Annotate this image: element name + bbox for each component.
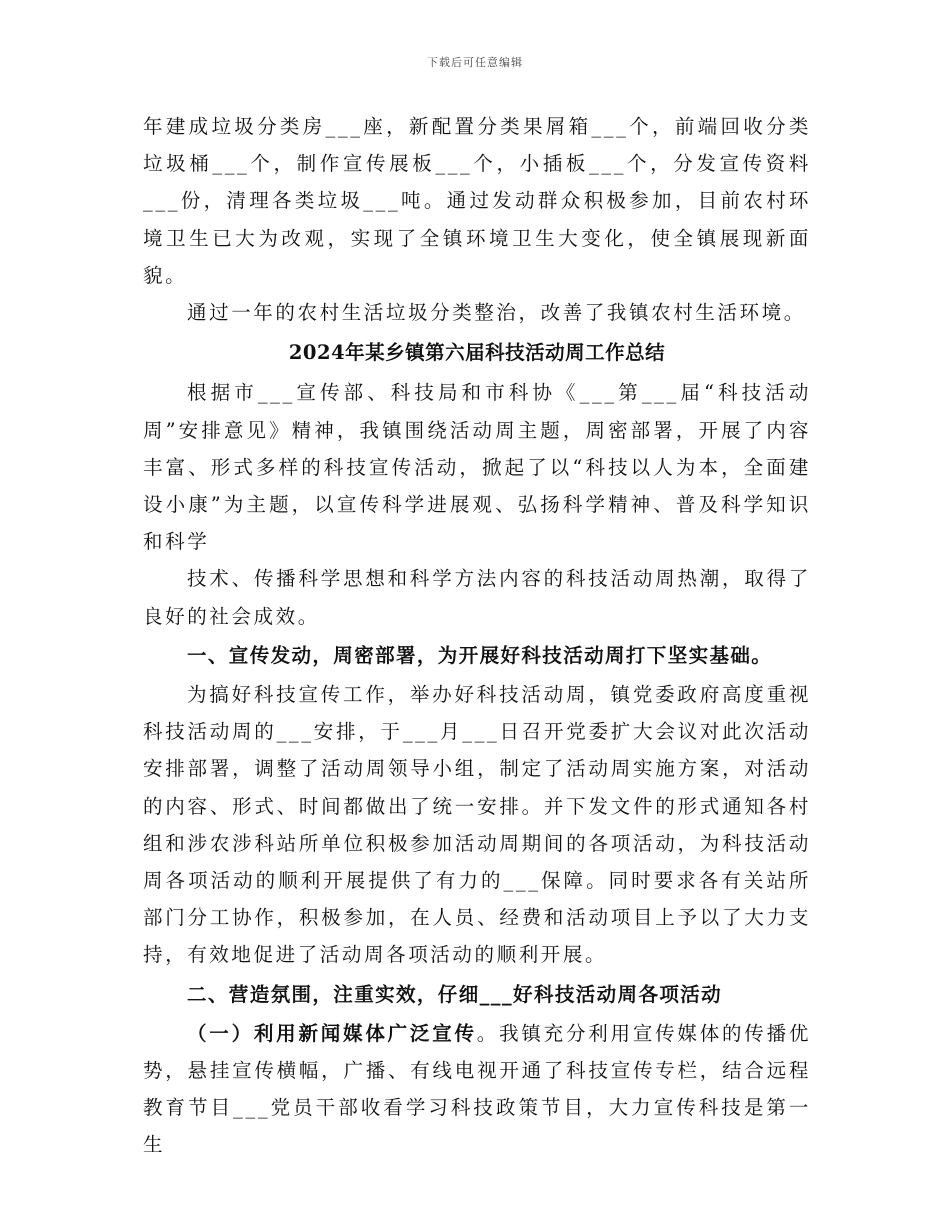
document-body — [143, 108, 811, 1164]
paragraph-2: 通过一年的农村生活垃圾分类整治，改善了我镇农村生活环境。 — [187, 301, 806, 325]
page-header-note: 下载后可任意编辑 — [427, 56, 523, 69]
subsection-lead: （一）利用新闻媒体广泛宣传 — [187, 1021, 477, 1045]
section-heading-2: 二、营造氛围，注重实效，仔细___好科技活动周各项活动 — [187, 982, 723, 1006]
paragraph-6 — [143, 1015, 811, 1164]
document-title: 2024年某乡镇第六届科技活动周工作总结 — [288, 341, 666, 365]
section-heading-1: 一、宣传发动，周密部署，为开展好科技活动周打下坚实基础。 — [187, 643, 773, 667]
paragraph-3: 根据市___宣传部、科技局和市科协《___第___届“科技活动周”安排意见》精神，我镇围绕活动周主题，周密部署，开展了内容丰富、形式多样的科技宣传活动，掀起了以“科技以人为本，全面建设小康”为主题，以宣传科学进展观、弘扬科学精神、普及科学知识和科学 — [143, 381, 811, 554]
paragraph-5: 为搞好科技宣传工作，举办好科技活动周，镇党委政府高度重视科技活动周的___安排，于___月___日召开党委扩大会议对此次活动安排部署，调整了活动周领导小组，制定了活动周实施方案，对活动的内容、形式、时间都做出了统一安排。并下发文件的形式通知各村组和涉农涉科站所单位积极参加活动周期间的各项活动，为科技活动周各项活动的顺利开展提供了有力的___保障。同时要求各有关站所部门分工协作，积极参加，在人员、经费和活动项目上予以了大力支持，有效地促进了活动周各项活动的顺利开展。 — [143, 683, 811, 967]
paragraph-1: 年建成垃圾分类房___座，新配置分类果屑箱___个，前端回收分类垃圾桶___个，制作宣传展板___个，小插板___个，分发宣传资料___份，清理各类垃圾___吨。通过发动群众积极参加，目前农村环境卫生已大为改观，实现了全镇环境卫生大变化，使全镇展现新面貌。 — [143, 115, 811, 287]
paragraph-4: 技术、传播科学思想和科学方法内容的科技活动周热潮，取得了良好的社会成效。 — [143, 567, 811, 628]
paragraph-6-text: 。我镇充分利用宣传媒体的传播优势，悬挂宣传横幅，广播、有线电视开通了科技宣传专栏，结合远程教育节目___党员干部收看学习科技政策节目，大力宣传科技是第一生 — [143, 1021, 811, 1157]
